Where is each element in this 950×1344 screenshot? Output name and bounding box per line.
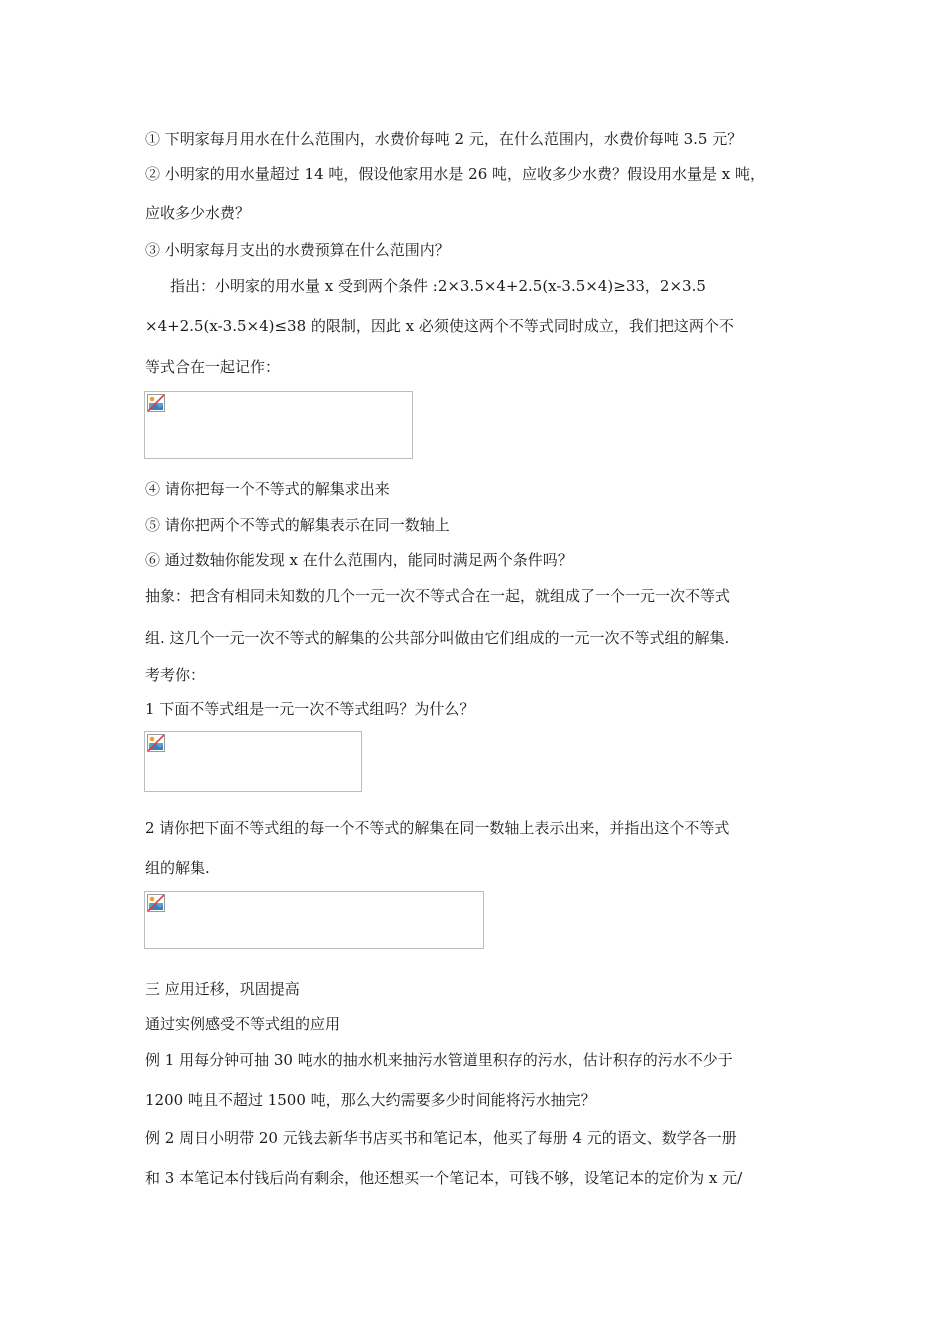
- quiz-2-image: [144, 891, 484, 949]
- section-3-heading: 三 应用迁移，巩固提高: [145, 980, 300, 998]
- example-1-line-1: 例 1 用每分钟可抽 30 吨水的抽水机来抽污水管道里积存的污水，估计积存的污水不少于: [145, 1051, 733, 1069]
- broken-image-icon: [147, 394, 165, 412]
- note-line-1: 指出：小明家的用水量 x 受到两个条件 :2×3.5×4+2.5(x-3.5×4)≥33，2×3.5: [170, 277, 706, 295]
- question-2-cont: 应收多少水费？: [145, 204, 251, 222]
- quiz-2: 2 请你把下面不等式组的每一个不等式的解集在同一数轴上表示出来，并指出这个不等式: [145, 819, 730, 837]
- section-3-intro: 通过实例感受不等式组的应用: [145, 1015, 341, 1033]
- example-1-line-2: 1200 吨且不超过 1500 吨，那么大约需要多少时间能将污水抽完？: [145, 1091, 596, 1109]
- example-2-line-2: 和 3 本笔记本付钱后尚有剩余，他还想买一个笔记本，可钱不够，设笔记本的定价为 x 元/: [145, 1169, 743, 1187]
- quiz-1-image: [144, 731, 362, 792]
- quiz-1: 1 下面不等式组是一元一次不等式组吗？为什么？: [145, 700, 475, 718]
- quiz-heading: 考考你：: [145, 666, 206, 684]
- question-5: ⑤ 请你把两个不等式的解集表示在同一数轴上: [145, 516, 450, 534]
- question-6: ⑥ 通过数轴你能发现 x 在什么范围内，能同时满足两个条件吗？: [145, 551, 573, 569]
- broken-image-icon: [147, 734, 165, 752]
- abstract-line-1: 抽象：把含有相同未知数的几个一元一次不等式合在一起，就组成了一个一元一次不等式: [145, 587, 731, 605]
- note-line-3: 等式合在一起记作：: [145, 358, 281, 376]
- inequality-system-image: [144, 391, 413, 459]
- question-4: ④ 请你把每一个不等式的解集求出来: [145, 480, 390, 498]
- question-3: ③ 小明家每月支出的水费预算在什么范围内？: [145, 241, 450, 259]
- question-2: ② 小明家的用水量超过 14 吨，假设他家用水是 26 吨，应收多少水费？假设用水量是 x 吨，: [145, 165, 766, 183]
- quiz-2-cont: 组的解集.: [145, 859, 210, 877]
- broken-image-icon: [147, 894, 165, 912]
- abstract-line-2: 组. 这几个一元一次不等式的解集的公共部分叫做由它们组成的一元一次不等式组的解集.: [145, 629, 730, 647]
- example-2-line-1: 例 2 周日小明带 20 元钱去新华书店买书和笔记本，他买了每册 4 元的语文、数学各一册: [145, 1129, 737, 1147]
- note-line-2: ×4+2.5(x-3.5×4)≤38 的限制，因此 x 必须使这两个不等式同时成立，我们把这两个不: [145, 317, 734, 335]
- question-1: ① 下明家每月用水在什么范围内，水费价每吨 2 元，在什么范围内，水费价每吨 3.5 元？: [145, 130, 743, 148]
